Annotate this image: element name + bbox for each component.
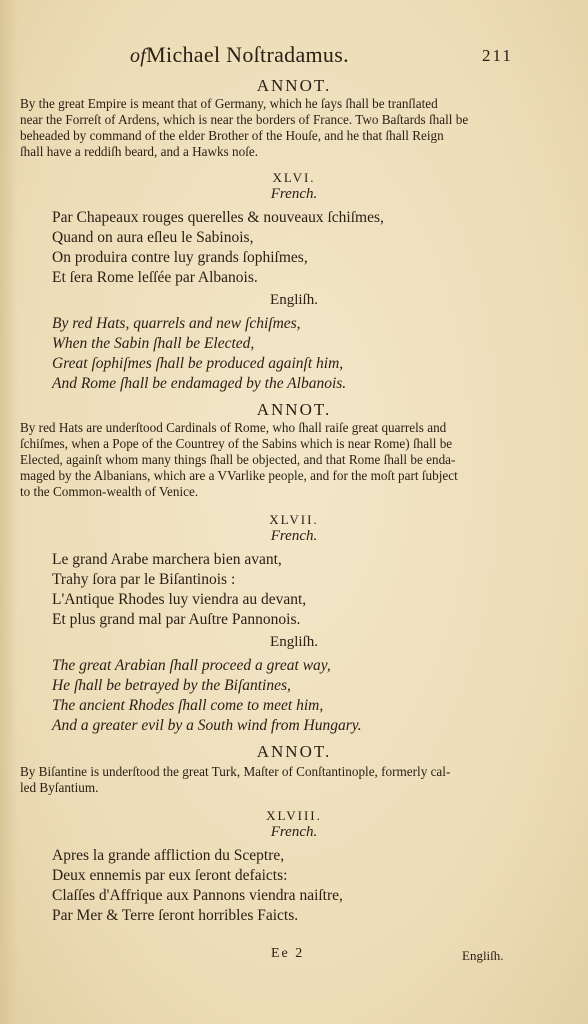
french-label: French. (270, 824, 318, 840)
verse-line: Par Mer & Terre ſeront horribles Faicts. (52, 907, 299, 924)
verse-line: Le grand Arabe marchera bien avant, (52, 551, 282, 568)
annot-heading: ANNOT. (256, 400, 332, 419)
page-number: 211 (482, 46, 513, 65)
running-title-name: Michael Noſtradamus. (146, 42, 349, 67)
verse-line: L'Antique Rhodes luy viendra au devant, (52, 591, 307, 608)
annot-line: ſhall have a reddiſh beard, and a Hawks noſe. (20, 144, 259, 159)
page-footer (0, 946, 588, 970)
running-title-prefix: of (130, 45, 147, 67)
annot-paragraph (20, 420, 518, 500)
quatrain-number: XLVIII. (266, 808, 322, 823)
annot-line: By Biſantine is underſtood the great Turk, Maſter of Conſtantinople, formerly cal- (20, 764, 451, 779)
annot-line: By the great Empire is meant that of Germany, which he ſays ſhall be tranſlated (20, 96, 438, 111)
verse-line: Claſſes d'Affrique aux Pannons viendra naiſtre, (52, 887, 343, 904)
english-label: Engliſh. (270, 634, 318, 650)
signature-mark: Ee 2 (271, 946, 305, 961)
annot-line: beheaded by command of the elder Brother of the Houſe, and he that ſhall Reign (20, 128, 444, 143)
french-verse (52, 550, 522, 630)
verse-line: Et plus grand mal par Auſtre Pannonois. (52, 611, 301, 628)
annot-line: led Byſantium. (20, 780, 99, 795)
english-label: Engliſh. (270, 292, 318, 308)
french-verse (52, 846, 522, 926)
quatrain-number: XLVII. (269, 512, 319, 527)
verse-line: Quand on aura eſleu le Sabinois, (52, 229, 254, 246)
french-verse (52, 208, 522, 288)
catchword: Engliſh. (462, 948, 504, 963)
french-label: French. (270, 528, 318, 544)
running-title (130, 42, 349, 68)
annot-paragraph (20, 96, 518, 160)
verse-line: The great Arabian ſhall proceed a great way, (52, 657, 331, 674)
annot-heading: ANNOT. (256, 742, 332, 761)
annot-line: By red Hats are underſtood Cardinals of Rome, who ſhall raiſe great quarrels and (20, 420, 447, 435)
verse-line: And Rome ſhall be endamaged by the Albanois. (52, 375, 347, 392)
annot-line: to the Common-wealth of Venice. (20, 484, 199, 499)
verse-line: Deux ennemis par eux ſeront defaicts: (52, 867, 288, 884)
verse-line: When the Sabin ſhall be Elected, (52, 335, 255, 352)
verse-line: Et ſera Rome leſſée par Albanois. (52, 269, 258, 286)
quatrain-number: XLVI. (272, 170, 316, 185)
french-label: French. (270, 186, 318, 202)
verse-line: Apres la grande affliction du Sceptre, (52, 847, 285, 864)
annot-line: ſchiſmes, when a Pope of the Countrey of the Sabins which is near Rome) ſhall be (20, 436, 453, 451)
verse-line: Trahy ſora par le Biſantinois : (52, 571, 236, 588)
annot-line: Elected, againſt whom many things ſhall be objected, and that Rome ſhall be enda- (20, 452, 456, 467)
annot-line: near the Forreſt of Ardens, which is near the borders of France. Two Baſtards ſhall be (20, 112, 469, 127)
verse-line: The ancient Rhodes ſhall come to meet him, (52, 697, 324, 714)
verse-line: On produira contre luy grands ſophiſmes, (52, 249, 308, 266)
annot-heading: ANNOT. (256, 76, 332, 95)
english-verse (52, 314, 522, 394)
verse-line: He ſhall be betrayed by the Biſantines, (52, 677, 291, 694)
verse-line: Great ſophiſmes ſhall be produced againſt him, (52, 355, 344, 372)
english-verse (52, 656, 522, 736)
verse-line: By red Hats, quarrels and new ſchiſmes, (52, 315, 301, 332)
verse-line: Par Chapeaux rouges querelles & nouveaux ſchiſmes, (52, 209, 384, 226)
verse-line: And a greater evil by a South wind from Hungary. (52, 717, 362, 734)
running-head (0, 40, 588, 70)
annot-paragraph (20, 764, 518, 796)
annot-line: maged by the Albanians, which are a VVarlike people, and for the moſt part ſubject (20, 468, 458, 483)
